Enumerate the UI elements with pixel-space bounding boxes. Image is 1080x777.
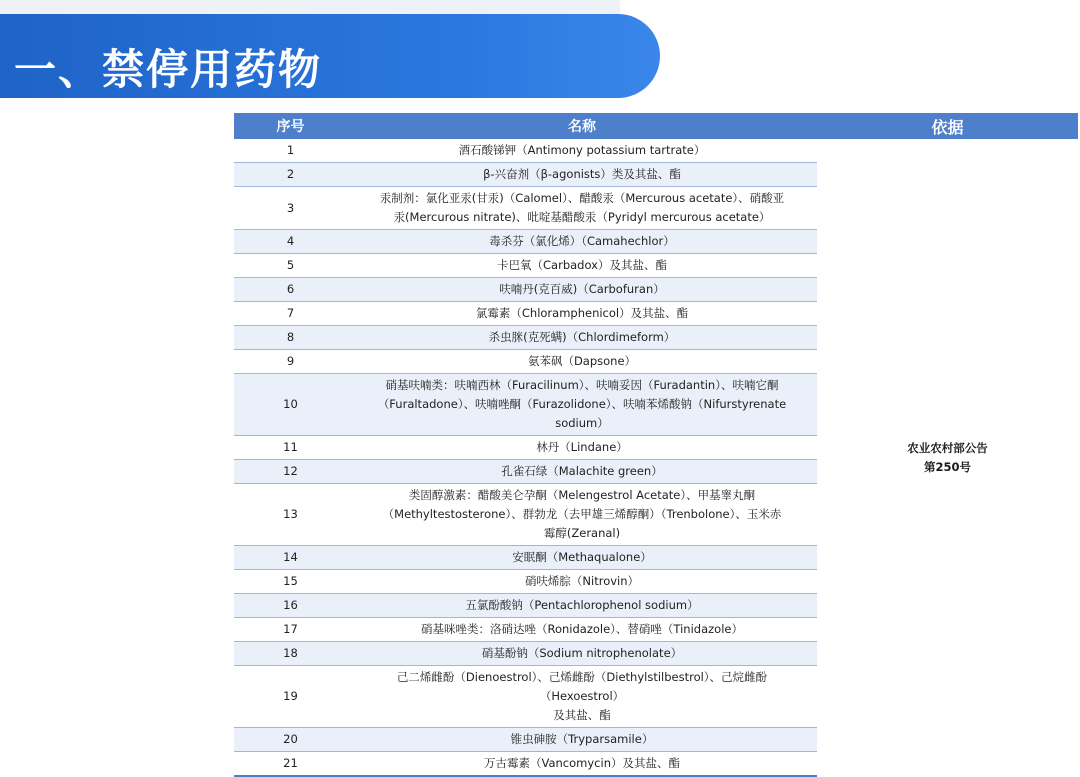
drug-name-line: 硝基呋喃类：呋喃西林（Furacilinum）、呋喃妥因（Furadantin）、呋喃它酮: [385, 378, 779, 392]
row-serial-number: 3: [234, 187, 347, 230]
drug-name-line: 汞(Mercurous nitrate)、吡啶基醋酸汞（Pyridyl mercurous acetate）: [393, 210, 771, 224]
drug-name-line: 硝呋烯腙（Nitrovin）: [524, 574, 640, 588]
drug-name-line: 毒杀芬（氯化烯）（Camahechlor）: [489, 234, 675, 248]
row-serial-number: 12: [234, 460, 347, 484]
row-drug-name: [347, 350, 817, 374]
drug-name-line: 孔雀石绿（Malachite green）: [501, 464, 663, 478]
basis-text: 第250号: [923, 459, 971, 474]
row-serial-number: 19: [234, 666, 347, 728]
table-body: [234, 139, 1078, 776]
row-serial-number: 17: [234, 618, 347, 642]
drug-name-line: 林丹（Lindane）: [536, 440, 628, 454]
drug-name-line: β-兴奋剂（β-agonists）类及其盐、酯: [483, 167, 681, 181]
banned-drugs-table: [234, 113, 1078, 777]
header-basis: 依据: [817, 113, 1078, 139]
row-serial-number: 2: [234, 163, 347, 187]
drug-name-line: （Hexoestrol）: [539, 689, 625, 703]
row-serial-number: 18: [234, 642, 347, 666]
row-serial-number: 16: [234, 594, 347, 618]
page-title: 一、禁停用药物: [14, 45, 323, 94]
title-banner: [0, 14, 660, 98]
drug-name-line: 霉醇(Zeranal): [543, 526, 621, 540]
row-drug-name: [347, 752, 817, 777]
drug-name-line: 万古霉素（Vancomycin）及其盐、酯: [484, 756, 680, 770]
row-drug-name: [347, 254, 817, 278]
row-serial-number: 10: [234, 374, 347, 436]
drug-name-line: （Methyltestosterone）、群勃龙（去甲雄三烯醇酮）（Trenbolone）、玉米赤: [382, 507, 782, 521]
drug-name-line: 杀虫脒(克死螨)（Chlordimeform）: [488, 330, 676, 344]
table-row: [234, 139, 1078, 163]
row-drug-name: [347, 163, 817, 187]
drug-name-line: 呋喃丹(克百威)（Carbofuran）: [499, 282, 665, 296]
row-drug-name: [347, 302, 817, 326]
row-drug-name: [347, 570, 817, 594]
row-serial-number: 21: [234, 752, 347, 777]
row-drug-name: [347, 484, 817, 546]
drug-name-line: 氯霉素（Chloramphenicol）及其盐、酯: [475, 306, 689, 320]
basis-text: 农业农村部公告: [907, 440, 988, 455]
row-drug-name: [347, 546, 817, 570]
basis-cell: [817, 139, 1078, 776]
row-serial-number: 6: [234, 278, 347, 302]
drug-name-line: 五氯酚酸钠（Pentachlorophenol sodium）: [465, 598, 699, 612]
row-serial-number: 9: [234, 350, 347, 374]
row-serial-number: 7: [234, 302, 347, 326]
header-name: 名称: [347, 113, 817, 139]
drug-name-line: 类固醇激素：醋酸美仑孕酮（Melengestrol Acetate）、甲基睾丸酮: [408, 488, 756, 502]
row-drug-name: [347, 594, 817, 618]
top-strip: [0, 0, 620, 14]
row-drug-name: [347, 374, 817, 436]
row-drug-name: [347, 139, 817, 163]
table-header-row: [234, 113, 1078, 139]
row-serial-number: 15: [234, 570, 347, 594]
row-drug-name: [347, 278, 817, 302]
drug-name-line: 卡巴氧（Carbadox）及其盐、酯: [497, 258, 667, 272]
row-drug-name: [347, 642, 817, 666]
drug-name-line: （Furaltadone）、呋喃唑酮（Furazolidone）、呋喃苯烯酸钠（Nifurstyrenate: [377, 397, 787, 411]
drug-name-line: 锥虫砷胺（Tryparsamile）: [510, 732, 654, 746]
row-drug-name: [347, 460, 817, 484]
drug-name-line: 酒石酸锑钾（Antimony potassium tartrate）: [458, 143, 706, 157]
drug-name-line: 安眠酮（Methaqualone）: [512, 550, 652, 564]
row-drug-name: [347, 618, 817, 642]
row-serial-number: 20: [234, 728, 347, 752]
row-drug-name: [347, 728, 817, 752]
row-serial-number: 1: [234, 139, 347, 163]
drug-name-line: 硝基酚钠（Sodium nitrophenolate）: [481, 646, 683, 660]
row-drug-name: [347, 230, 817, 254]
row-serial-number: 13: [234, 484, 347, 546]
row-serial-number: 5: [234, 254, 347, 278]
drug-name-line: 硝基咪唑类：洛硝达唑（Ronidazole）、替硝唑（Tinidazole）: [421, 622, 743, 636]
drug-name-line: sodium）: [555, 416, 609, 430]
drug-name-line: 及其盐、酯: [553, 708, 611, 722]
drug-name-line: 己二烯雌酚（Dienoestrol）、己烯雌酚（Diethylstilbestrol）、己烷雌酚: [396, 670, 768, 684]
row-serial-number: 11: [234, 436, 347, 460]
row-drug-name: [347, 326, 817, 350]
row-serial-number: 8: [234, 326, 347, 350]
row-drug-name: [347, 187, 817, 230]
drug-name-line: 汞制剂：氯化亚汞(甘汞)（Calomel）、醋酸汞（Mercurous acetate）、硝酸亚: [379, 191, 785, 205]
row-drug-name: [347, 436, 817, 460]
row-drug-name: [347, 666, 817, 728]
drug-name-line: 氨苯砜（Dapsone）: [527, 354, 637, 368]
header-serial-number: 序号: [234, 113, 347, 139]
row-serial-number: 14: [234, 546, 347, 570]
row-serial-number: 4: [234, 230, 347, 254]
